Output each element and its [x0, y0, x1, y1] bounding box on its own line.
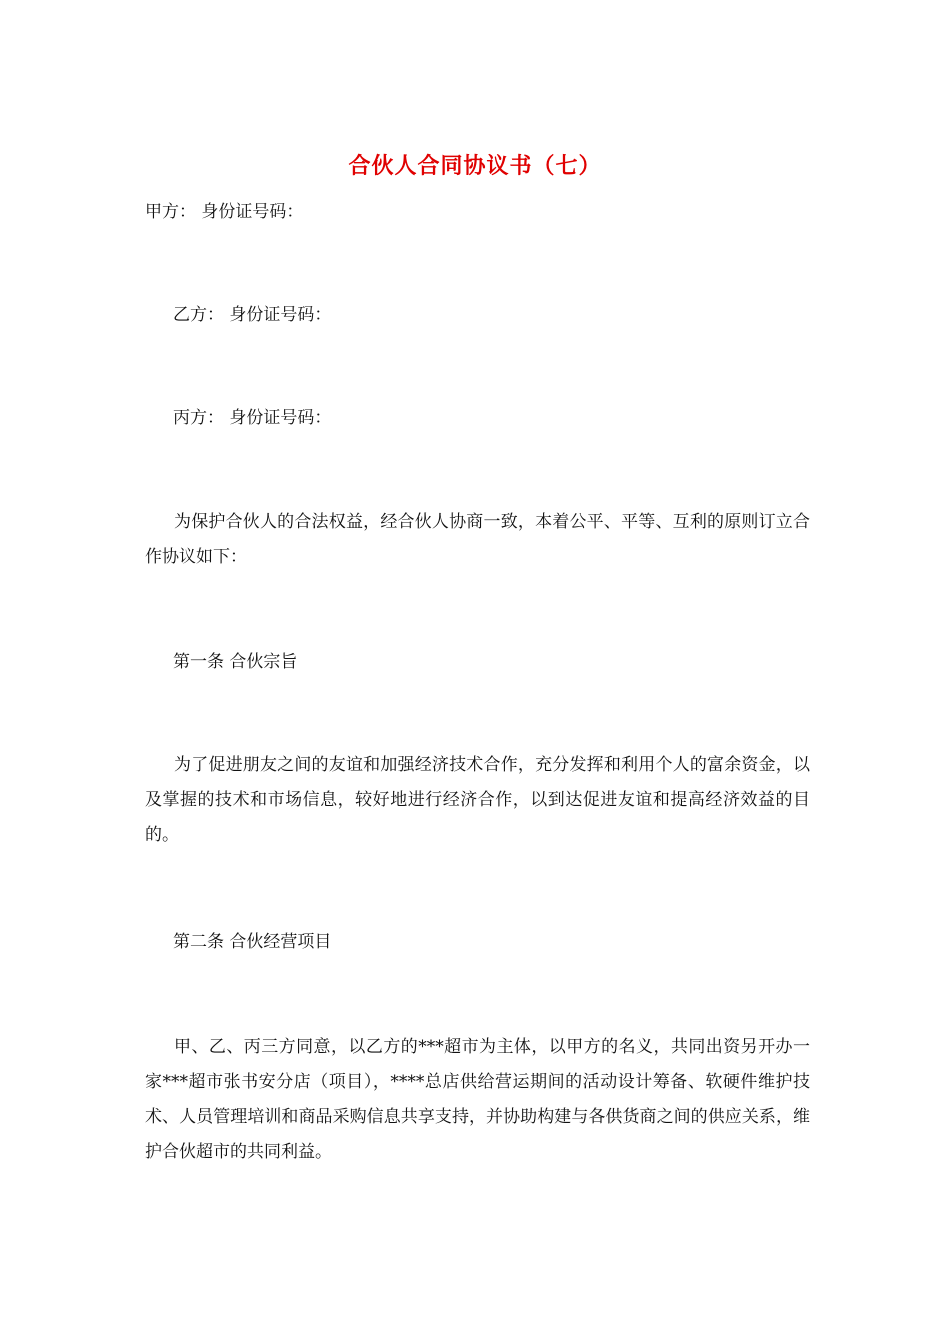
party-a-line: 甲方： 身份证号码：: [145, 202, 304, 222]
article-2-body: 甲、乙、丙三方同意，以乙方的***超市为主体，以甲方的名义，共同出资另开办一家***超市张书安分店（项目），****总店供给营运期间的活动设计筹备、软硬件维护技术、人员管理培训和商品采购信息共享支持，并协助构建与各供货商之间的供应关系，维护合伙超市的共同利益。: [145, 1037, 810, 1162]
party-c-line: 丙方： 身份证号码：: [173, 408, 332, 428]
article-1-body: 为了促进朋友之间的友谊和加强经济技术合作，充分发挥和利用个人的富余资金，以及掌握的技术和市场信息，较好地进行经济合作，以到达促进友谊和提高经济效益的目的。: [145, 755, 810, 845]
preamble-paragraph: 为保护合伙人的合法权益，经合伙人协商一致，本着公平、平等、互利的原则订立合作协议如下：: [145, 512, 810, 567]
article-2-heading: 第二条 合伙经营项目: [173, 932, 332, 952]
party-b-line: 乙方： 身份证号码：: [173, 305, 332, 325]
document-title: 合伙人合同协议书（七）: [348, 153, 602, 179]
article-1-heading: 第一条 合伙宗旨: [173, 652, 298, 672]
